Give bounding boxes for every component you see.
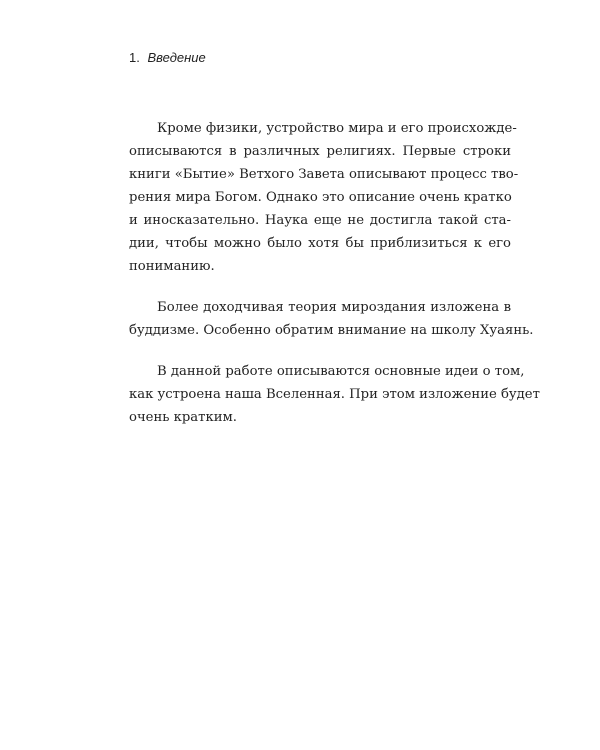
text-line: книги «Бытие» Ветхого Завета описывают процесс тво- — [129, 167, 519, 182]
text-line: очень кратким. — [129, 410, 237, 425]
text-line: дии, чтобы можно было хотя бы приблизиться к его — [129, 236, 511, 251]
text-line: и иносказательно. Наука еще не достигла такой ста- — [129, 213, 511, 228]
chapter-body — [129, 117, 540, 447]
chapter-title: Введение — [147, 50, 206, 65]
paragraph-1 — [129, 117, 519, 278]
text-line: буддизме. Особенно обратим внимание на школу Хуаянь. — [129, 323, 534, 338]
text-line: В данной работе описываются основные идеи о том, — [157, 364, 525, 379]
paragraph-2 — [129, 296, 534, 342]
paragraph-3 — [129, 360, 540, 429]
text-line: рения мира Богом. Однако это описание очень кратко — [129, 190, 512, 205]
chapter-number: 1. — [129, 50, 140, 65]
chapter-header — [129, 48, 206, 68]
text-line: Более доходчивая теория мироздания изложена в — [157, 300, 511, 315]
text-line: как устроена наша Вселенная. При этом изложение будет — [129, 387, 540, 402]
text-line: описываются в различных религиях. Первые строки — [129, 144, 511, 159]
text-line: пониманию. — [129, 259, 215, 274]
text-line: Кроме физики, устройство мира и его происхожде- — [157, 121, 517, 136]
